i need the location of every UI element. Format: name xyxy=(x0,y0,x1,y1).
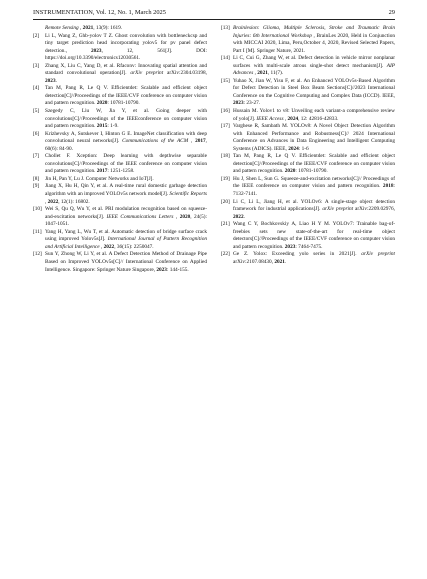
reference-segment: , 12, 561[J]. DOI: https://doi.org/10.3390/electronics12030561. xyxy=(45,47,207,62)
reference-year: 2020 xyxy=(179,213,191,220)
reference-segment: Hussain M. Yolov1 to v8: Unveiling each variant-a comprehensive review of yolo[J]. xyxy=(233,108,395,122)
reference-item xyxy=(33,206,207,229)
journal-title: INSTRUMENTATION, Vol. 12, No. 1, March 2025 xyxy=(33,9,166,16)
reference-segment: , 11(7). xyxy=(267,70,284,77)
left-column xyxy=(33,25,207,274)
reference-year: 2023 xyxy=(90,47,102,54)
reference-segment: . xyxy=(284,258,287,265)
reference-text xyxy=(45,131,207,154)
page-number: 29 xyxy=(388,9,395,16)
reference-item xyxy=(33,153,207,176)
reference-text xyxy=(45,63,207,86)
reference-number: [3] xyxy=(33,62,40,69)
reference-segment: Jin H, Pan Y, Lu J. Computer Networks and IoT[J]. xyxy=(45,175,154,182)
reference-segment: Varghese R, Sambath M. YOLOv8: A Novel Object Detection Algorithm with Enhanced Performance and Robustness[C]// 2024 International Conference on Advances in Data Engineering and Intelligent Computing Systems (ADICS). IEEE, xyxy=(233,123,395,152)
reference-year: 2024 xyxy=(287,115,299,122)
reference-columns xyxy=(33,25,395,274)
reference-venue: arXiv preprint xyxy=(130,70,164,77)
reference-year: 2020 xyxy=(96,100,108,107)
reference-year: 2020 xyxy=(284,168,296,175)
running-header xyxy=(33,9,395,19)
reference-year: 2024 xyxy=(288,145,299,152)
reference-item xyxy=(221,176,395,199)
reference-text xyxy=(233,176,395,199)
reference-number: [12] xyxy=(33,251,42,258)
reference-segment: : 144-155. xyxy=(166,266,189,273)
reference-segment: : 23-27. xyxy=(243,100,261,107)
reference-text xyxy=(233,123,395,153)
reference-number: [5] xyxy=(33,108,40,115)
reference-item xyxy=(221,108,395,123)
reference-segment: Wei S, Qu Q, Wu Y, et al. PRI modulation recognition based on squeeze-and-excitation networks[J]. xyxy=(45,206,207,220)
reference-text xyxy=(233,199,395,222)
reference-segment: : 7132-7141. xyxy=(233,183,395,198)
reference-text xyxy=(45,153,207,176)
reference-item xyxy=(221,251,395,266)
reference-segment: Krizhevsky A, Sutskever I, Hinton G E. ImageNet classification with deep convolutional neural networks[J]. xyxy=(45,130,207,145)
right-column xyxy=(221,25,395,274)
reference-number: [18] xyxy=(221,153,230,160)
reference-segment: arXiv:2209.02976, xyxy=(353,206,396,213)
reference-item xyxy=(33,33,207,63)
reference-year: 2018 xyxy=(382,183,394,190)
reference-segment: Li C, Cui G, Zhang W, et al. Defect detection in vehicle mirror nonplanar surfaces with multi-scale atrous single-shot detect mechanism[J]. xyxy=(233,55,395,69)
reference-segment: : 7464-7475. xyxy=(295,243,323,250)
reference-segment: Tan M, Pang R, Le Q V. Efficientdet: Scalable and efficient object detection[C]//Proceedings of the IEEE/CVF conference on computer vision and pattern recognition. xyxy=(45,85,207,107)
reference-number: [8] xyxy=(33,175,40,182)
reference-text xyxy=(233,108,395,123)
reference-venue: IEEE Access xyxy=(256,115,284,122)
reference-number: [6] xyxy=(33,130,40,137)
ref-text: , xyxy=(78,25,83,31)
reference-venue: arXiv preprint xyxy=(361,251,395,258)
reference-text xyxy=(45,85,207,108)
reference-segment: Li C, Li L, Jiang H, et al. YOLOv6: A single-stage object detection framework for industrial applications[J]. xyxy=(233,198,395,213)
reference-text xyxy=(233,78,395,108)
reference-item xyxy=(33,131,207,154)
reference-year: 2023 xyxy=(45,77,56,84)
reference-number: [4] xyxy=(33,85,40,92)
reference-number: [7] xyxy=(33,153,40,160)
reference-number: [10] xyxy=(33,206,42,213)
reference-text xyxy=(45,33,207,63)
reference-year: 2021 xyxy=(257,70,268,77)
reference-year: 2017 xyxy=(195,138,206,145)
reference-item xyxy=(221,25,395,55)
reference-item xyxy=(33,176,207,184)
journal-name: Remote Sensing xyxy=(45,25,79,31)
reference-year: 2023 xyxy=(284,243,296,250)
reference-item xyxy=(221,199,395,222)
reference-segment: , xyxy=(188,138,196,145)
reference-item xyxy=(221,153,395,176)
reference-text xyxy=(233,55,395,78)
reference-segment: Sun Y, Zhong W, Li Y, et al. A Defect Detection Method of Drainage Pipe Based on Improved YOLOv5s[C]// International Conference on Applied Intelligence. Singapore: Springer Nature Singapore, xyxy=(45,251,207,273)
reference-year: 2021 xyxy=(274,258,285,265)
left-reference-list xyxy=(33,33,207,275)
reference-item xyxy=(33,229,207,252)
reference-text xyxy=(45,251,207,274)
ref-text: , 13(9): 1619. xyxy=(93,25,123,31)
reference-venue: Brainlesion: Glioma, Multiple Sclerosis, Stroke and Traumatic Brain Injuries: 6th International Workshop xyxy=(233,25,395,39)
reference-segment: Yang H, Yang L, Wu T, et al. Automatic detection of bridge surface crack using improved Yolov5s[J]. xyxy=(45,228,207,243)
reference-segment: . xyxy=(55,77,57,84)
reference-number: [14] xyxy=(221,55,230,62)
reference-segment: Szegedy C, Liu W, Jia Y, et al. Going deeper with convolutions[C]//Proceedings of the IEEEconference on computer vision and pattern recognition. xyxy=(45,108,207,130)
reference-segment: , xyxy=(173,213,180,220)
header-rule xyxy=(33,19,395,20)
reference-year: 2022 xyxy=(47,198,59,205)
reference-segment: , xyxy=(45,198,48,205)
reference-segment: Zhang X, Liu C, Yang D, et al. Rfaconv: Innovating spatial attention and standard convolutional operation[J]. xyxy=(45,62,207,77)
reference-segment: Chollet F. Xception: Deep learning with depthwise separable convolutions[C]//Proceedings of the IEEE conference on computer vision and pattern recognition. xyxy=(45,153,207,175)
reference-text xyxy=(45,206,207,229)
reference-item xyxy=(33,251,207,274)
reference-venue: AIP Advances xyxy=(233,62,395,77)
reference-year: 2015 xyxy=(96,123,108,130)
reference-segment: , 60(6): 84-90. xyxy=(45,138,207,152)
reference-segment: , xyxy=(253,70,258,77)
reference-segment: , 24(5): 1047-1051. xyxy=(45,213,208,228)
reference-number: [22] xyxy=(221,251,230,258)
reference-year: 2023 xyxy=(233,100,244,107)
reference-text xyxy=(45,229,207,252)
reference-year: 2022 xyxy=(103,243,115,250)
reference-item xyxy=(221,78,395,108)
reference-segment: , BrainLes 2020, Held in Conjunction with MICCAI 2020, Lima, Peru,October 4, 2020, Revised Selected Papers, Part I [M]. Springer Nature, 2021. xyxy=(233,32,395,54)
reference-venue: Communications of the ACM xyxy=(122,138,189,145)
reference-segment: Ge Z. Yolox: Exceeding yolo series in 2021[J]. xyxy=(233,251,362,258)
reference-number: [9] xyxy=(33,183,40,190)
reference-number: [13] xyxy=(221,25,230,31)
reference-text xyxy=(45,108,207,131)
reference-number: [17] xyxy=(221,123,230,130)
reference-segment: : 1-9. xyxy=(107,123,119,130)
reference-continuation xyxy=(33,25,207,33)
reference-segment: Wang C Y, Bochkovskiy A, Liao H Y M. YOLOv7: Trainable bag-of-freebies sets new state-of-the-art for real-time object detectors[C]//Proceedings of the IEEE/CVF conference on computer vision and pattern recognition. xyxy=(233,221,395,250)
reference-number: [20] xyxy=(221,198,230,205)
reference-venue: IEEE Communications Letters xyxy=(106,213,174,220)
reference-item xyxy=(221,55,395,78)
reference-text xyxy=(233,221,395,251)
reference-venue: International Journal of Pattern Recognition and Artificial Intelligence xyxy=(45,236,207,250)
reference-year: 2023 xyxy=(156,266,167,273)
reference-segment: Tan M, Pang R, Le Q V. Efficientdet: Scalable and efficient object detection[C]//Proceedings of the IEEE/CVF conference on computer vision and pattern recognition. xyxy=(233,153,395,175)
reference-segment: . xyxy=(243,213,245,220)
reference-segment: Jiang X, Hu H, Qin Y, et al. A real-time rural domestic garbage detection algorithm with an improved YOLOv5s network model[J]. xyxy=(45,183,207,198)
reference-number: [19] xyxy=(221,175,230,182)
reference-segment: arXiv:2107.08430, xyxy=(233,258,275,265)
reference-segment: arXiv:2304.03198, xyxy=(163,70,207,77)
reference-number: [2] xyxy=(33,32,40,39)
ref-year: 2021 xyxy=(82,25,94,31)
reference-text xyxy=(233,251,395,266)
reference-item xyxy=(33,108,207,131)
reference-text xyxy=(45,176,207,184)
reference-item xyxy=(33,63,207,86)
reference-segment: : 1251-1258. xyxy=(107,168,135,175)
reference-venue: Scientific Reports xyxy=(169,191,207,198)
reference-segment: Li L, Wang Z, Ghb-yolov T Z. Ghost convolution with bottleneckcsp and tiny target prediction head incorporating yolov5 for pv panel defect detection., xyxy=(45,32,207,54)
right-reference-list xyxy=(221,25,395,267)
reference-segment: : 10781-10790. xyxy=(107,100,140,107)
reference-text xyxy=(233,153,395,176)
reference-year: 2017 xyxy=(96,168,108,175)
reference-segment: , 36(15): 2250047. xyxy=(114,243,154,250)
reference-number: [16] xyxy=(221,108,230,115)
reference-text xyxy=(45,183,207,206)
reference-segment: , 12(1): 16802. xyxy=(58,198,90,205)
reference-number: [15] xyxy=(221,77,230,84)
reference-segment: Hu J, Shen L, Sun G. Squeeze-and-excitation networks[C]// Proceedings of the IEEE conference on computer vision and pattern recognition. xyxy=(233,175,395,190)
reference-segment: , 12: 42816-42833. xyxy=(298,115,339,122)
reference-segment: Yuhao X, Jian W, Yisu F, et al. An Enhanced YOLOv5s-Based Algorithm for Defect Detection in Steel Box Beam Sections[C]//2023 International Conference on the Cognitive Computing and Complex Data (ICCD). IEEE, xyxy=(233,77,395,99)
reference-number: [11] xyxy=(33,228,42,235)
reference-item xyxy=(33,85,207,108)
reference-item xyxy=(221,123,395,153)
reference-segment: : 1-6 xyxy=(298,145,309,152)
reference-item xyxy=(33,183,207,206)
reference-venue: arXiv preprint xyxy=(322,206,354,213)
reference-item xyxy=(221,221,395,251)
reference-text xyxy=(233,25,395,55)
reference-segment: , xyxy=(283,115,288,122)
reference-year: 2022 xyxy=(233,213,244,220)
reference-segment: , xyxy=(99,243,104,250)
reference-segment: : 10781-10790. xyxy=(295,168,328,175)
reference-number: [21] xyxy=(221,221,230,228)
